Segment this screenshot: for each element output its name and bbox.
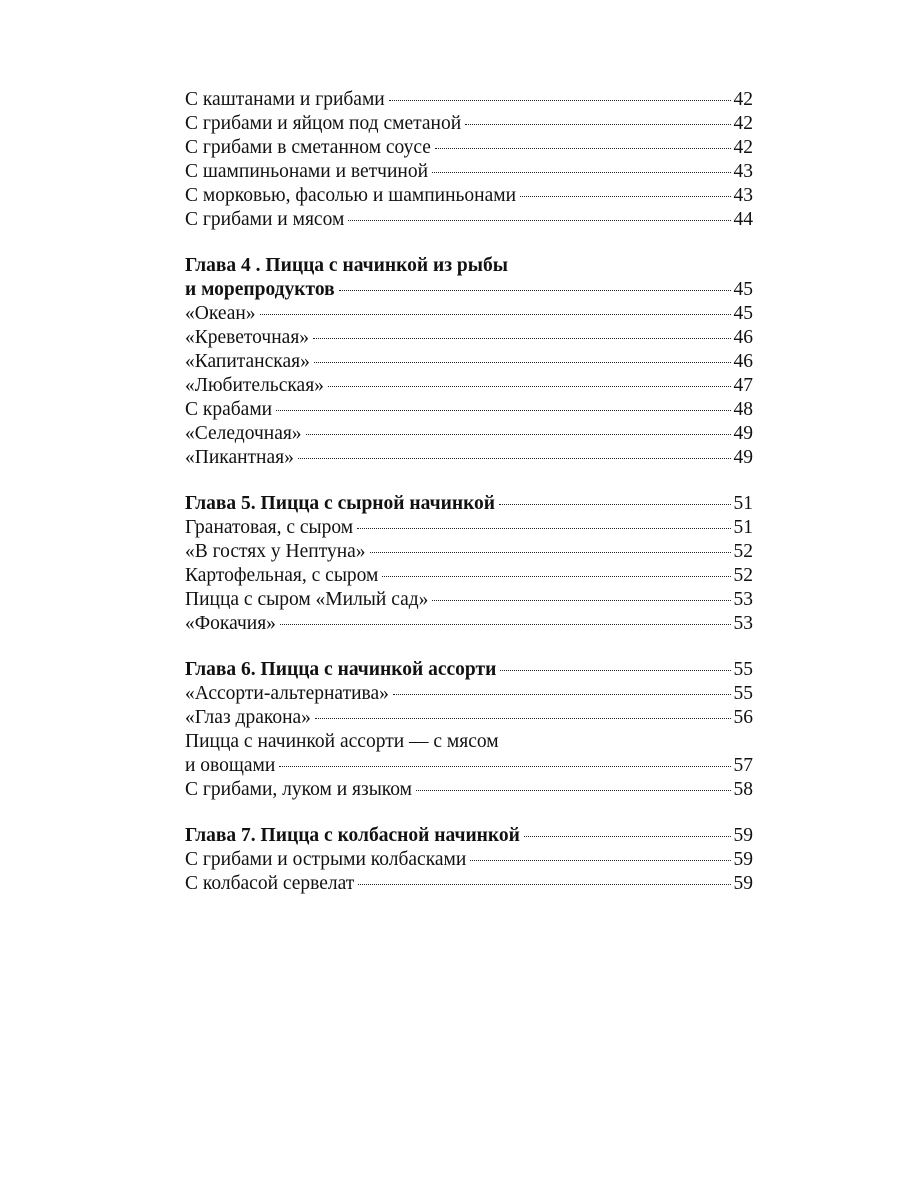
dot-leader bbox=[370, 552, 731, 553]
toc-entry-page: 49 bbox=[733, 423, 753, 444]
toc-entry[interactable] bbox=[185, 350, 753, 374]
dot-leader bbox=[524, 836, 731, 837]
toc-entry[interactable] bbox=[185, 422, 753, 446]
toc-entry-page: 56 bbox=[733, 707, 753, 728]
chapter-heading: Глава 5. Пицца с сырной начинкой bbox=[185, 493, 496, 514]
toc-entry[interactable] bbox=[185, 88, 753, 112]
chapter-page: 45 bbox=[733, 279, 753, 300]
toc-entry-page: 43 bbox=[733, 161, 753, 182]
toc-entry-page: 52 bbox=[733, 565, 753, 586]
toc-entry-title: «Капитанская» bbox=[185, 351, 310, 372]
toc-entry-title: «Глаз дракона» bbox=[185, 707, 311, 728]
toc-entry-title: «Ассорти-альтернатива» bbox=[185, 683, 389, 704]
toc-entry[interactable] bbox=[185, 706, 753, 730]
toc-entry[interactable] bbox=[185, 446, 753, 470]
toc-entry[interactable] bbox=[185, 208, 753, 232]
toc-entry-page: 53 bbox=[733, 589, 753, 610]
toc-entry-title: «Любительская» bbox=[185, 375, 324, 396]
toc-entry[interactable] bbox=[185, 374, 753, 398]
toc-entry-title: «Океан» bbox=[185, 303, 256, 324]
chapter-heading-line[interactable] bbox=[185, 492, 753, 516]
toc-entry[interactable] bbox=[185, 302, 753, 326]
toc-entry-title: С грибами и мясом bbox=[185, 209, 345, 230]
chapter-page: 55 bbox=[733, 659, 753, 680]
chapter-heading-continued: и морепродуктов bbox=[185, 279, 335, 300]
dot-leader bbox=[276, 410, 730, 411]
toc-entry-page: 45 bbox=[733, 303, 753, 324]
chapter-heading[interactable]: Глава 4 . Пицца с начинкой из рыбы bbox=[185, 255, 508, 276]
toc-entry[interactable] bbox=[185, 588, 753, 612]
toc-entry[interactable] bbox=[185, 516, 753, 540]
toc-chapter-5 bbox=[185, 492, 753, 636]
dot-leader bbox=[432, 172, 730, 173]
toc-entry[interactable] bbox=[185, 398, 753, 422]
dot-leader bbox=[499, 504, 730, 505]
chapter-heading: Глава 7. Пицца с колбасной начинкой bbox=[185, 825, 520, 846]
toc-entry[interactable] bbox=[185, 112, 753, 136]
toc-entry[interactable] bbox=[185, 184, 753, 208]
toc-entry-title-first-line[interactable]: Пицца с начинкой ассорти — с мясом bbox=[185, 731, 499, 752]
toc-entry[interactable] bbox=[185, 872, 753, 896]
dot-leader bbox=[500, 670, 730, 671]
chapter-heading-line[interactable] bbox=[185, 824, 753, 848]
toc-section-mushroom-continued bbox=[185, 88, 753, 232]
toc-entry[interactable] bbox=[185, 754, 753, 778]
table-of-contents bbox=[185, 88, 753, 918]
toc-entry-title: С грибами в сметанном соусе bbox=[185, 137, 431, 158]
toc-entry-page: 55 bbox=[733, 683, 753, 704]
toc-entry-page: 46 bbox=[733, 351, 753, 372]
toc-entry-page: 42 bbox=[733, 137, 753, 158]
dot-leader bbox=[520, 196, 730, 197]
toc-entry[interactable] bbox=[185, 612, 753, 636]
chapter-heading: Глава 6. Пицца с начинкой ассорти bbox=[185, 659, 497, 680]
toc-entry-title: С крабами bbox=[185, 399, 273, 420]
toc-entry-page: 48 bbox=[733, 399, 753, 420]
toc-entry-page: 57 bbox=[733, 755, 753, 776]
toc-entry-title: С колбасой сервелат bbox=[185, 873, 355, 894]
toc-entry[interactable] bbox=[185, 326, 753, 350]
toc-entry-page: 42 bbox=[733, 113, 753, 134]
dot-leader bbox=[389, 100, 731, 101]
toc-entry[interactable] bbox=[185, 848, 753, 872]
toc-entry-title: «Пикантная» bbox=[185, 447, 294, 468]
dot-leader bbox=[313, 338, 730, 339]
toc-entry-title: С морковью, фасолью и шампиньонами bbox=[185, 185, 517, 206]
toc-entry-title: С шампиньонами и ветчиной bbox=[185, 161, 429, 182]
toc-entry[interactable] bbox=[185, 564, 753, 588]
dot-leader bbox=[416, 790, 730, 791]
dot-leader bbox=[315, 718, 731, 719]
dot-leader bbox=[280, 624, 731, 625]
toc-entry-page: 51 bbox=[733, 517, 753, 538]
toc-entry-title: Картофельная, с сыром bbox=[185, 565, 379, 586]
dot-leader bbox=[328, 386, 731, 387]
toc-chapter-4 bbox=[185, 254, 753, 470]
chapter-heading-line[interactable] bbox=[185, 658, 753, 682]
toc-entry-page: 53 bbox=[733, 613, 753, 634]
toc-entry-page: 44 bbox=[733, 209, 753, 230]
toc-entry-page: 59 bbox=[733, 849, 753, 870]
dot-leader bbox=[306, 434, 731, 435]
dot-leader bbox=[465, 124, 730, 125]
toc-entry[interactable] bbox=[185, 540, 753, 564]
toc-entry-title: и овощами bbox=[185, 755, 276, 776]
toc-entry-title: Пицца с сыром «Милый сад» bbox=[185, 589, 429, 610]
toc-entry-page: 49 bbox=[733, 447, 753, 468]
toc-entry-title: С грибами и острыми колбасками bbox=[185, 849, 467, 870]
dot-leader bbox=[348, 220, 730, 221]
toc-entry[interactable] bbox=[185, 778, 753, 802]
toc-entry-title: «Креветочная» bbox=[185, 327, 310, 348]
chapter-heading-line[interactable] bbox=[185, 278, 753, 302]
dot-leader bbox=[393, 694, 731, 695]
dot-leader bbox=[260, 314, 731, 315]
dot-leader bbox=[435, 148, 731, 149]
dot-leader bbox=[339, 290, 731, 291]
toc-entry-title: Гранатовая, с сыром bbox=[185, 517, 354, 538]
toc-entry-title: «Селедочная» bbox=[185, 423, 302, 444]
toc-entry-title: С каштанами и грибами bbox=[185, 89, 385, 110]
toc-entry-page: 43 bbox=[733, 185, 753, 206]
dot-leader bbox=[382, 576, 730, 577]
toc-entry-page: 59 bbox=[733, 873, 753, 894]
toc-entry-page: 46 bbox=[733, 327, 753, 348]
toc-entry-page: 47 bbox=[733, 375, 753, 396]
toc-entry[interactable] bbox=[185, 682, 753, 706]
dot-leader bbox=[298, 458, 731, 459]
toc-entry-title: «В гостях у Нептуна» bbox=[185, 541, 366, 562]
dot-leader bbox=[357, 528, 730, 529]
dot-leader bbox=[314, 362, 731, 363]
dot-leader bbox=[358, 884, 730, 885]
toc-chapter-7 bbox=[185, 824, 753, 896]
toc-entry-page: 42 bbox=[733, 89, 753, 110]
dot-leader bbox=[279, 766, 730, 767]
toc-entry-page: 52 bbox=[733, 541, 753, 562]
dot-leader bbox=[432, 600, 730, 601]
toc-entry[interactable] bbox=[185, 136, 753, 160]
chapter-page: 51 bbox=[733, 493, 753, 514]
chapter-page: 59 bbox=[733, 825, 753, 846]
toc-entry-title: С грибами и яйцом под сметаной bbox=[185, 113, 462, 134]
toc-entry[interactable] bbox=[185, 160, 753, 184]
toc-entry-title: С грибами, луком и языком bbox=[185, 779, 413, 800]
toc-entry-page: 58 bbox=[733, 779, 753, 800]
toc-chapter-6 bbox=[185, 658, 753, 802]
toc-entry-title: «Фокачия» bbox=[185, 613, 276, 634]
dot-leader bbox=[470, 860, 730, 861]
